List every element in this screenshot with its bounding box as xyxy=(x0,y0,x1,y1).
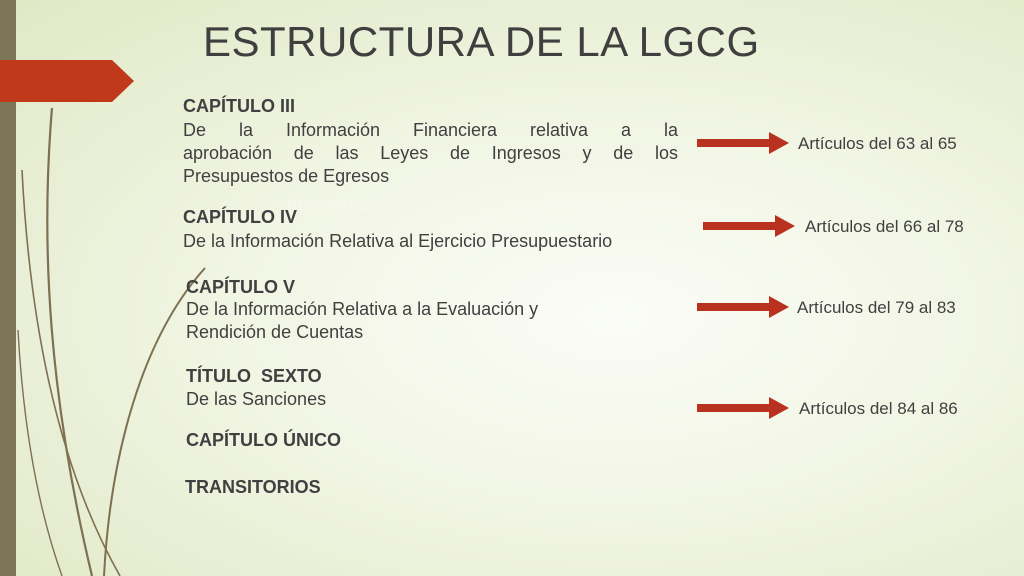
right-arrow-icon xyxy=(697,397,789,419)
line-titulo-sexto-1: De las Sanciones xyxy=(186,389,327,409)
watermark-text: REFORMAS xyxy=(287,197,368,213)
heading-transitorios: TRANSITORIOS xyxy=(185,477,321,497)
right-arrow-icon xyxy=(697,132,789,154)
articles-ref-66-78: Artículos del 66 al 78 xyxy=(805,217,964,236)
line-capitulo-iv-1: De la Información Relativa al Ejercicio Presupuestario xyxy=(183,231,613,251)
accent-tab-shape xyxy=(0,60,134,102)
articles-ref-63-65: Artículos del 63 al 65 xyxy=(798,134,957,153)
line-capitulo-iii-2: aprobación de las Leyes de Ingresos y de los xyxy=(183,143,678,163)
slide-title: ESTRUCTURA DE LA LGCG xyxy=(203,18,760,65)
heading-capitulo-iii: CAPÍTULO III xyxy=(183,96,295,116)
line-capitulo-iii-1: De la Información Financiera relativa a la xyxy=(183,120,678,140)
heading-titulo-sexto: TÍTULO SEXTO xyxy=(186,366,322,386)
line-capitulo-iii-3: Presupuestos de Egresos xyxy=(183,166,390,186)
heading-capitulo-v: CAPÍTULO V xyxy=(186,277,296,297)
heading-capitulo-unico: CAPÍTULO ÚNICO xyxy=(186,430,341,450)
right-arrow-icon xyxy=(703,215,795,237)
line-capitulo-v-1: De la Información Relativa a la Evaluación y xyxy=(186,299,539,319)
line-capitulo-v-2: Rendición de Cuentas xyxy=(186,322,364,342)
right-arrow-icon xyxy=(697,296,789,318)
articles-ref-84-86: Artículos del 84 al 86 xyxy=(799,399,958,418)
articles-ref-79-83: Artículos del 79 al 83 xyxy=(797,298,956,317)
heading-capitulo-iv: CAPÍTULO IV xyxy=(183,207,298,227)
